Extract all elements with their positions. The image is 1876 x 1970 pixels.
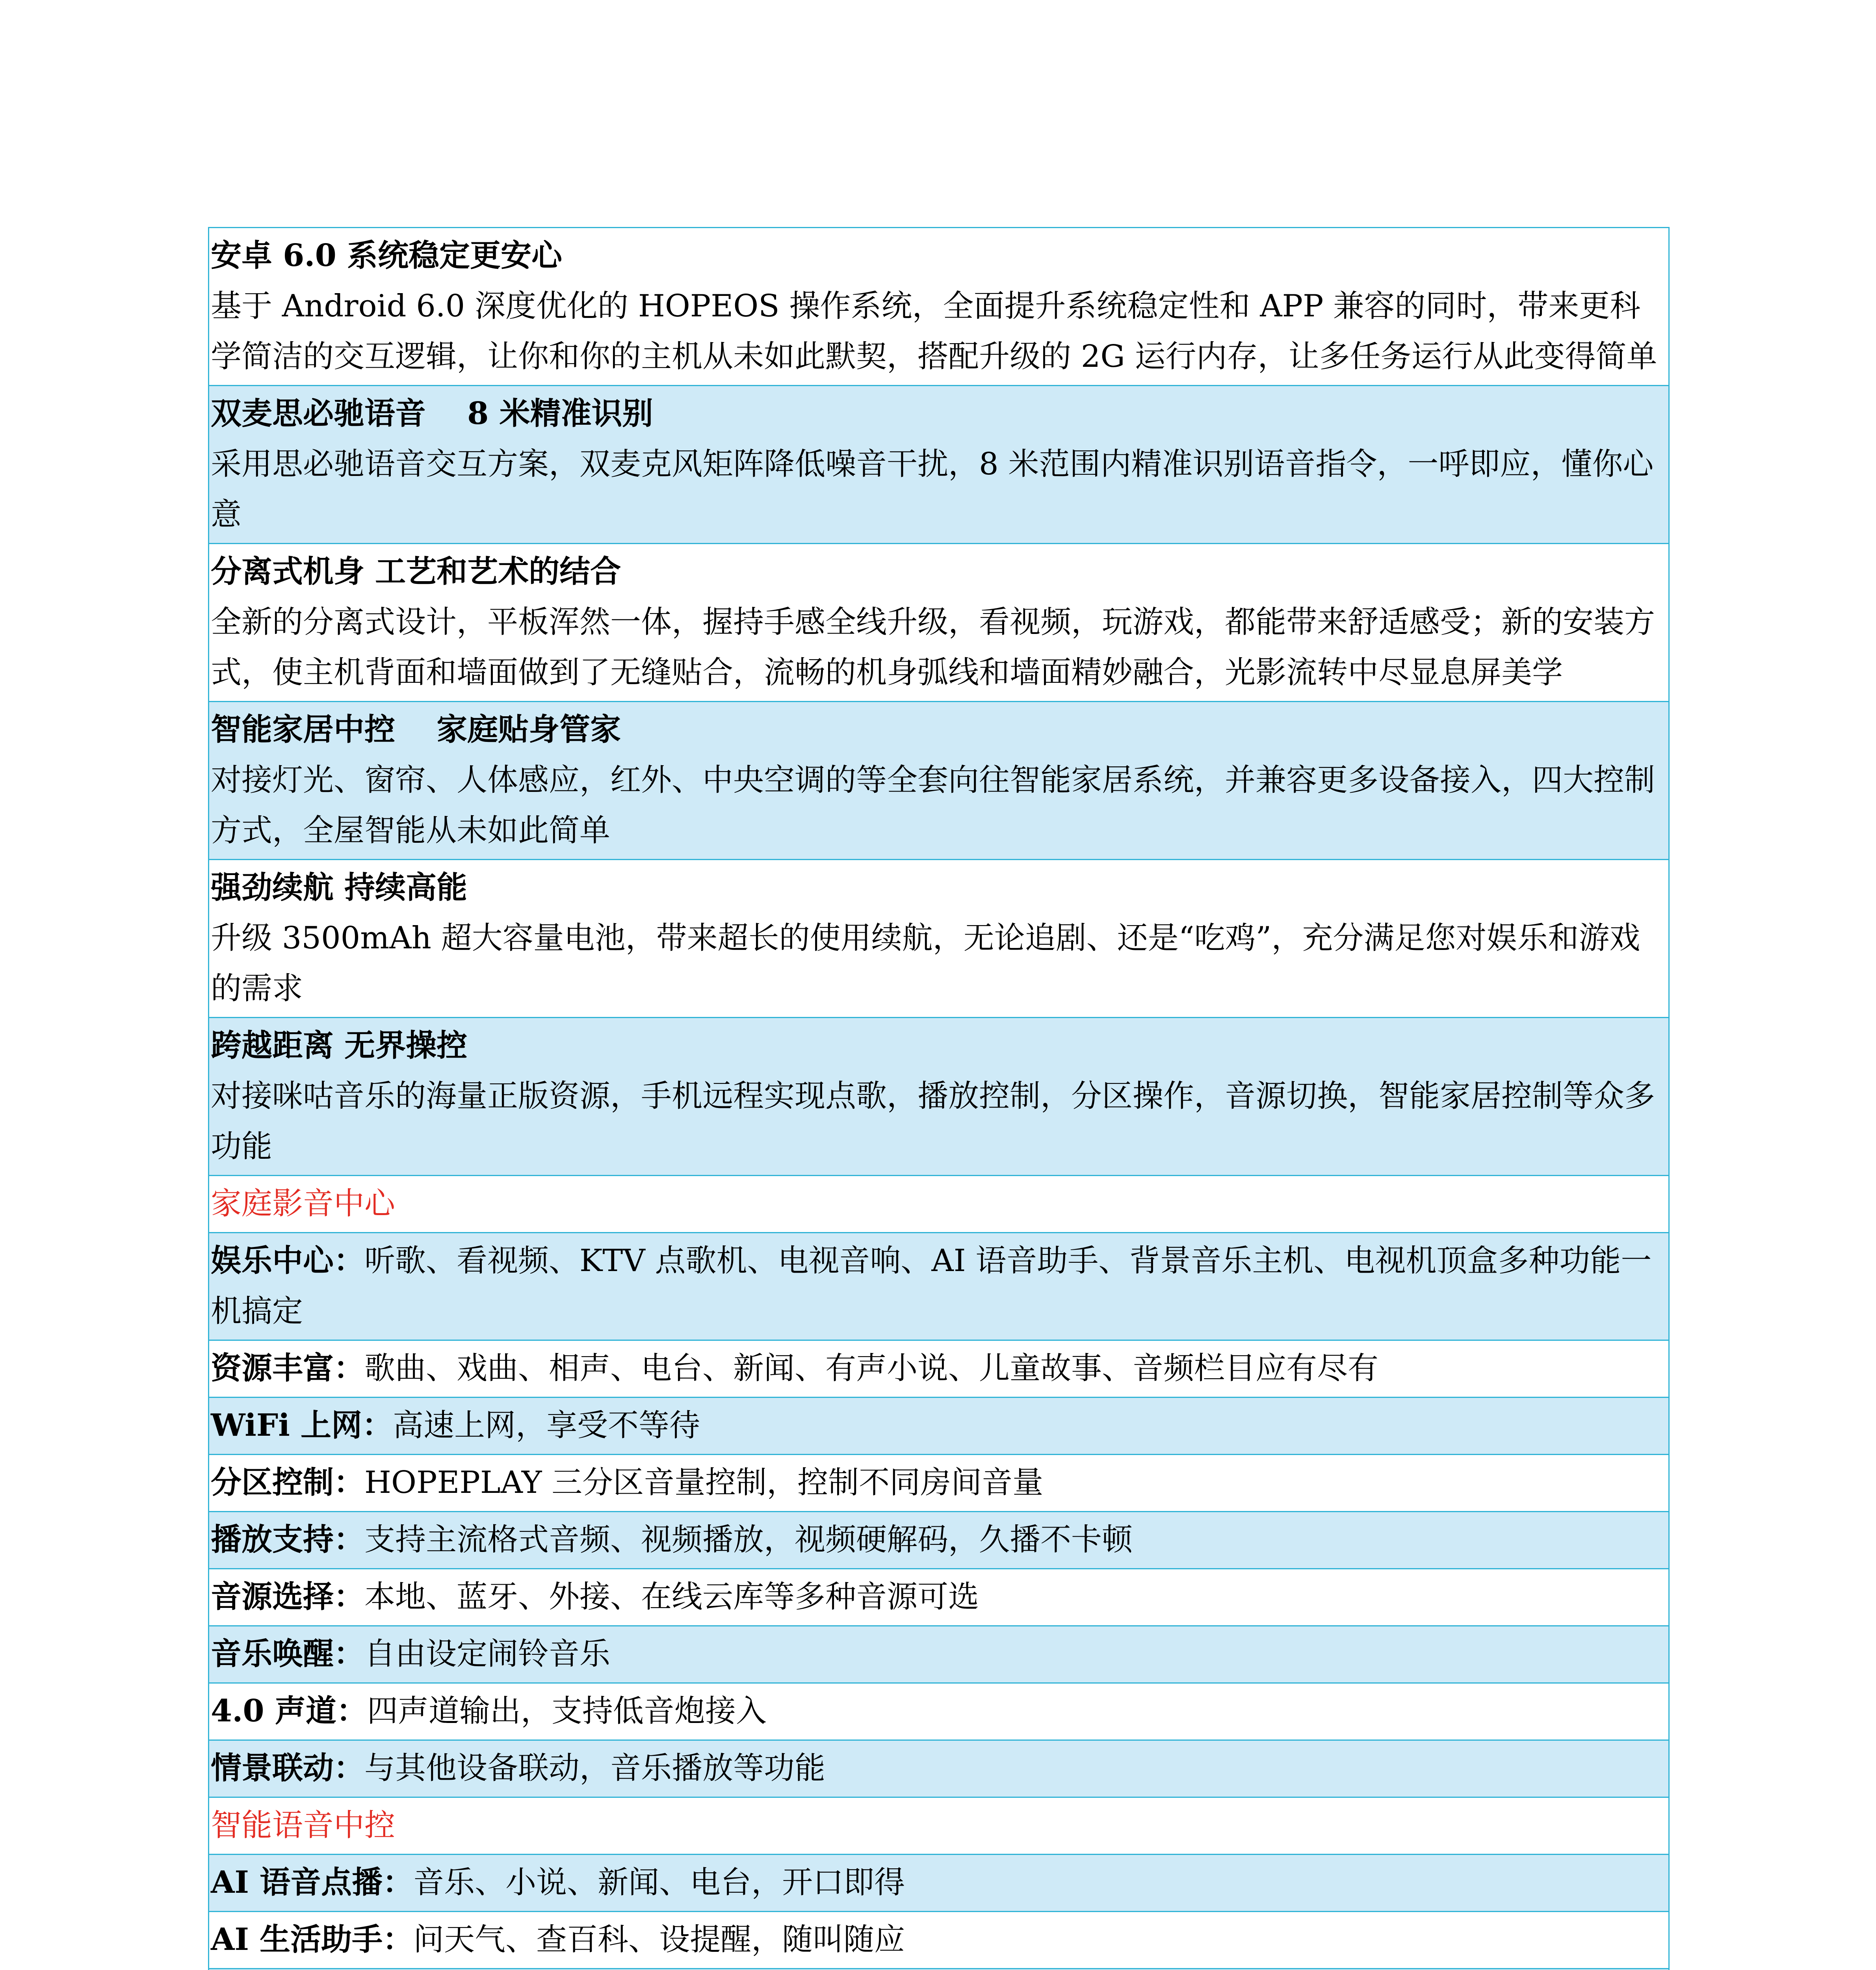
feature-body: 对接灯光、窗帘、人体感应，红外、中央空调的等全套向往智能家居系统，并兼容更多设备接入，四大控制方式，全屋智能从未如此简单: [211, 762, 1655, 848]
spec-label: AI 生活助手：: [211, 1922, 414, 1957]
spec-label: AI 语音点播：: [211, 1864, 414, 1900]
feature-block: [209, 702, 1668, 860]
feature-title: 分离式机身 工艺和艺术的结合: [211, 554, 621, 589]
feature-title: 强劲续航 持续高能: [211, 870, 468, 905]
spec-label: 音源选择：: [211, 1579, 365, 1615]
feature-body: 采用思必驰语音交互方案，双麦克风矩阵降低噪音干扰，8 米范围内精准识别语音指令，一呼即应，懂你心意: [211, 446, 1654, 532]
spec-row: [209, 1455, 1668, 1512]
spec-text: HOPEPLAY 三分区音量控制，控制不同房间音量: [364, 1465, 1044, 1500]
spec-label: 资源丰富：: [211, 1350, 365, 1386]
spec-row: [209, 1569, 1668, 1626]
spec-label: 情景联动：: [211, 1750, 365, 1786]
section-heading: [209, 1176, 1668, 1233]
spec-text: 与其他设备联动，音乐播放等功能: [364, 1751, 826, 1786]
spec-text: 自由设定闹铃音乐: [364, 1636, 611, 1672]
spec-text: 问天气、查百科、设提醒，随叫随应: [413, 1922, 905, 1957]
feature-block: [209, 1018, 1668, 1176]
feature-block: [209, 544, 1668, 702]
spec-label: 娱乐中心：: [211, 1243, 365, 1279]
feature-title: 双麦思必驰语音 8 米精准识别: [211, 396, 653, 431]
section-heading-text: 智能语音中控: [211, 1808, 396, 1843]
feature-body: 对接咪咕音乐的海量正版资源，手机远程实现点歌，播放控制，分区操作，音源切换，智能家居控制等众多功能: [211, 1078, 1655, 1164]
spec-text: 听歌、看视频、KTV 点歌机、电视音响、AI 语音助手、背景音乐主机、电视机顶盒多种功能一机搞定: [211, 1243, 1652, 1329]
spec-text: 高速上网，享受不等待: [393, 1408, 700, 1443]
spec-text: 音乐、小说、新闻、电台，开口即得: [413, 1865, 905, 1900]
spec-row: [209, 1341, 1668, 1398]
spec-row: [209, 1741, 1668, 1798]
spec-label: 分区控制：: [211, 1464, 365, 1500]
spec-label: 音乐唤醒：: [211, 1636, 365, 1672]
spec-text: 四声道输出，支持低音炮接入: [367, 1693, 767, 1729]
spec-label: 播放支持：: [211, 1522, 365, 1557]
feature-title: 跨越距离 无界操控: [211, 1028, 468, 1063]
feature-title: 智能家居中控 家庭贴身管家: [211, 712, 621, 747]
spec-row: [209, 1398, 1668, 1455]
feature-block: [209, 860, 1668, 1018]
spec-row: [209, 1855, 1668, 1912]
spec-text: 本地、蓝牙、外接、在线云库等多种音源可选: [364, 1579, 979, 1615]
section-heading: [209, 1798, 1668, 1855]
spec-row: [209, 1684, 1668, 1741]
spec-label: WiFi 上网：: [211, 1407, 393, 1443]
feature-title: 安卓 6.0 系统稳定更安心: [211, 238, 563, 273]
spec-text: 支持主流格式音频、视频播放，视频硬解码，久播不卡顿: [364, 1522, 1133, 1557]
spec-row: [209, 1626, 1668, 1684]
spec-row: [209, 1912, 1668, 1969]
feature-body: 升级 3500mAh 超大容量电池，带来超长的使用续航，无论追剧、还是“吃鸡”，充分满足您对娱乐和游戏的需求: [211, 920, 1640, 1006]
spec-label: 4.0 声道：: [211, 1693, 367, 1729]
spec-row: [209, 1233, 1668, 1341]
section-heading-text: 家庭影音中心: [211, 1186, 396, 1221]
feature-block: [209, 228, 1668, 386]
spec-text: 歌曲、戏曲、相声、电台、新闻、有声小说、儿童故事、音频栏目应有尽有: [364, 1351, 1379, 1386]
feature-body: 基于 Android 6.0 深度优化的 HOPEOS 操作系统，全面提升系统稳定性和 APP 兼容的同时，带来更科学简洁的交互逻辑，让你和你的主机从未如此默契，搭配升级的 2G 运行内存，让多任务运行从此变得简单: [211, 288, 1657, 374]
feature-block: [209, 386, 1668, 544]
spec-table: [208, 227, 1670, 1970]
spec-row: [209, 1512, 1668, 1569]
feature-body: 全新的分离式设计，平板浑然一体，握持手感全线升级，看视频，玩游戏，都能带来舒适感受；新的安装方式，使主机背面和墙面做到了无缝贴合，流畅的机身弧线和墙面精妙融合，光影流转中尽显息屏美学: [211, 604, 1655, 690]
